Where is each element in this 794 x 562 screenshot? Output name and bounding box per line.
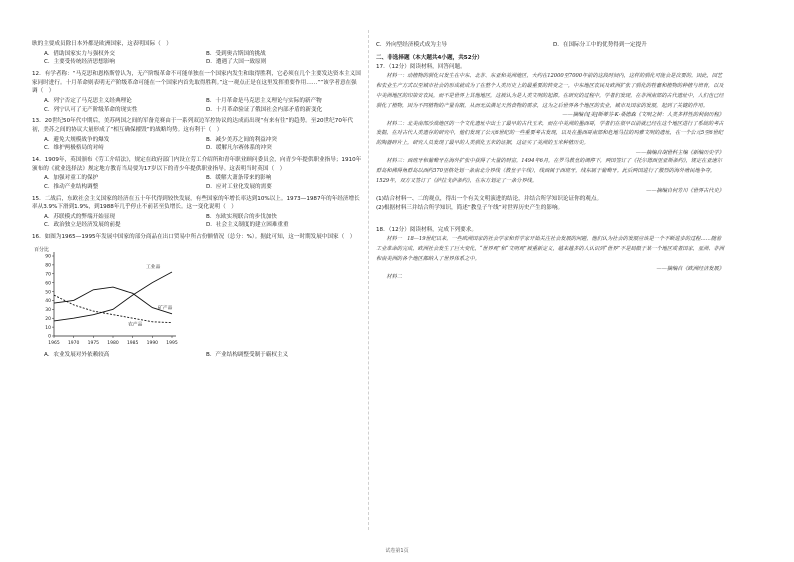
option-c: C．维护两极格局的对峙 (44, 145, 104, 152)
y-tick-label: 10 (45, 325, 51, 331)
option-c: C．政治独立是经济发展的前提 (44, 222, 121, 229)
option-b: B．减少美苏之间的利益冲突 (206, 136, 277, 143)
question-15: 15．二战后，东欧社会主义国家的经济在五十年代得到较快发展，有些国家的年增长率达到10%以上。1973—1987年的年经济增长率从3.9%下滑到1.9%，到1988年几乎停止不前甚至负增长。这一变化说明（ ） (32, 195, 360, 211)
option-a: A．加强对童工的保护 (44, 175, 99, 182)
material-1: 材料一：动植物的驯化只发生在中东、北非、东亚和美洲地区，大约在12000至7000年前的这段时间内，这样的驯化可能会是次要的。因此，园艺和农业生产方式以至城市社会的形成就成为了在整个人类历史上的最重要的转变之一，中东地区农民及欧洲扩张了驯化的牲畜和植物的种植与培育，以及中美洲地区的印第安农民，而不是世界上其他地区，这被认为是人类文明的起源。在研究的过程中，学者们发现，在非洲南部的古代遗址中，人们也已经驯化了植物，因为不同植物的产量有限，从而无法满足天然食物的需求，这为之后世界各个地区的农业，城市及国家的发展，起到了关键的作用。 (376, 72, 724, 109)
question-16: 16．如图为1965—1995年发展中国家的部分商品在出口贸易中所占份额情况（总分：%）。据此可知，这一时期发展中国家（ ） (32, 234, 356, 241)
y-tick-label: 80 (45, 263, 51, 269)
option-c: C．列宁认可了无产阶级革命的现实性 (44, 106, 138, 113)
option-c: C．主要受传统经济思想影响 (44, 59, 116, 66)
option-d: D．应对工业化发展的需要 (206, 183, 272, 190)
y-tick-label: 40 (45, 298, 51, 304)
series-label-1: 工业品 (146, 264, 161, 270)
question-16-options-cont (376, 41, 724, 50)
y-axis-label: 百分比 (34, 246, 50, 253)
option-d: D．社会主义制度的建立困难重重 (206, 222, 289, 229)
question-11-tail: 耿的主要成员除日本外都是欧洲国家，这表明国际（ ） (32, 41, 172, 47)
option-a: A．苏联模式的弊端开始显现 (44, 213, 115, 220)
x-tick-label: 1965 (48, 340, 60, 346)
series-label-3: 农产品 (128, 322, 143, 328)
x-tick-label: 1975 (87, 340, 100, 346)
y-tick-label: 20 (45, 316, 51, 322)
option-a: A．借助国家实力与强权外交 (44, 50, 115, 57)
line-chart (32, 244, 182, 350)
option-b: B．东欧实现联合的步伐加快 (206, 213, 277, 220)
section-heading: 二、非选择题（本大题共4小题，共52分） (376, 54, 483, 61)
option-a: A．农业发展对外依赖较高 (44, 351, 110, 358)
option-b: B．缓解大萧条带来的影响 (206, 175, 272, 182)
question-11-options (32, 50, 362, 67)
material-3: 材料三：西班牙和葡萄牙在海外扩张中获得了大量的财富，1494年6月，在罗马教皇的调停下，两国签订了《托尔德西里亚斯条约》，规定在亚速尔群岛和佛得角群岛以西约370里格处划一条南北分界线（教皇子午线），线西属于西班牙，线东属于葡萄牙。此后两国进行了激烈的海外殖民地争夺，1529年，双方又签订了《萨拉戈萨条约》，在东方划定了一条分界线。 (376, 158, 722, 184)
question-13-options (32, 136, 362, 153)
material-5: 材料二 (386, 273, 402, 280)
source-3: ——摘编自何芳川《世界古代史》 (646, 187, 724, 194)
column-divider (368, 30, 369, 530)
source-4: ——摘编自《欧洲经济发展》 (656, 265, 724, 272)
option-b: B．受到奥古斯国的挑战 (206, 50, 266, 57)
question-16-options (32, 351, 362, 360)
y-tick-label: 70 (45, 272, 51, 278)
option-d: D．缓解凡尔赛体系的冲突 (206, 145, 272, 152)
series-label-2: 矿产品 (158, 305, 173, 311)
question-17-part-1: (1)结合材料一、二的观点，得出一个有关文明演进的结论，并结合所学知识论证你的观点。 (376, 195, 603, 202)
question-12: 12．有学者称：“马克思和恩格斯曾认为，无产阶级革命不可能单独在一个国家内发生和取得胜利，它必须在几个主要发达资本主义国家同时进行。十月革命则表明无产阶级革命可能在一个国家内首先取得胜利。”这一观点正是在这里发挥重要作用……””该学者意在强调（ ） (32, 70, 361, 95)
y-tick-label: 30 (45, 307, 51, 313)
question-17-part-2: (2)根据材料三并结合所学知识，简述“教皇子午线”对世界历史产生的影响。 (376, 204, 564, 211)
x-tick-label: 1970 (67, 340, 80, 346)
question-17: 17．（12分）阅读材料，回答问题。 (376, 64, 466, 71)
option-b: B．产业结构调整受制于霸权主义 (206, 351, 289, 358)
option-c: C．外向型经济模式成为主导 (376, 42, 448, 48)
option-d: D．在国际分工中的优势得到一定提升 (553, 42, 647, 48)
option-a: A．列宁否定了马克思主义经典理论 (44, 97, 132, 104)
question-15-options (32, 213, 362, 230)
question-12-options (32, 97, 362, 114)
source-2: ——摘编自胡世科主编《新编历史学》 (635, 150, 724, 157)
option-b: B．十月革命是马克思主义理论与实际的新产物 (206, 97, 322, 104)
right-column (376, 40, 724, 282)
source-1: ——摘编自[美]斯蒂芬·K·桑德森《文明之树：人类多样性的利润历程》 (562, 112, 724, 119)
trade-share-chart (32, 244, 182, 350)
option-c: C．推动产业结构调整 (44, 183, 99, 190)
option-a: A．避免大规模战争的爆发 (44, 136, 110, 143)
series-line-1 (54, 272, 172, 321)
left-column (32, 40, 362, 361)
option-d: D．遭遇了大国一致原则 (206, 59, 267, 66)
material-4: 材料一 18—19世纪以来，一些欧洲国家的社会学家和哲学家开始关注社会发展的问题，他们认为社会的发展应该是一个不断进步的过程……随着工业革命的完成，欧洲社会发生了巨大变化，“世界观”和“文明观”被重新定义，越来越多的人认识到“世界”不是局限于某一个地区或者国家，亚洲、非洲和南美洲的各个地区都纳入了世界体系之中。 (376, 235, 724, 262)
y-tick-label: 60 (45, 281, 51, 287)
question-14: 14．1909年，英国颁布《劳工介绍法》，规定在政府部门内设立劳工介绍所和青年职业顾问委员会，向青少年提供职业指导；1910年颁布的《就业选择法》规定地方教育当局要为17岁以下的青少年提供职业指导。这表明当时英国（ ） (32, 156, 362, 172)
y-tick-label: 0 (48, 334, 51, 340)
x-tick-label: 1990 (146, 340, 159, 346)
question-13: 13．20世纪50年代中期后，美苏两国之间的军备竞赛由于一系列双边军控协议的达成而出现“有来有往”的趋势。至20世纪70年代初，美苏之间的协议大量形成了“相互确保摧毁”的战略均势。这有利于（ ） (32, 118, 354, 133)
y-tick-label: 90 (45, 254, 51, 260)
x-tick-label: 1980 (107, 340, 119, 346)
option-d: D．十月革命验证了俄国社会内部矛盾的新变化 (206, 106, 323, 113)
y-tick-label: 50 (45, 290, 51, 296)
question-18: 18．（12分）阅读材料，完成下列要求。 (376, 227, 477, 234)
x-tick-label: 1985 (126, 340, 139, 346)
x-tick-label: 1995 (166, 340, 178, 346)
material-2: 材料二：北美南部沙漠地区的一个文化遗址中出土了最早的古代玉米，而在中美洲的墨西哥，学者们在很早以前就已经在这个地区进行了系统的考古发掘，在对古代人类遗存的研究中，他们发现了公元6世纪的一些重要考古发现，以及在墨西哥南部和危地马拉的玛雅文明的遗址，在一个公元5至6世纪的陶器碎片上，研究人员发现了最早的人类驯化玉米的证据，这证实了美洲的玉米种植历史。 (376, 120, 724, 147)
question-14-options (32, 174, 362, 191)
page-footer: 试卷第1页 (385, 548, 409, 555)
